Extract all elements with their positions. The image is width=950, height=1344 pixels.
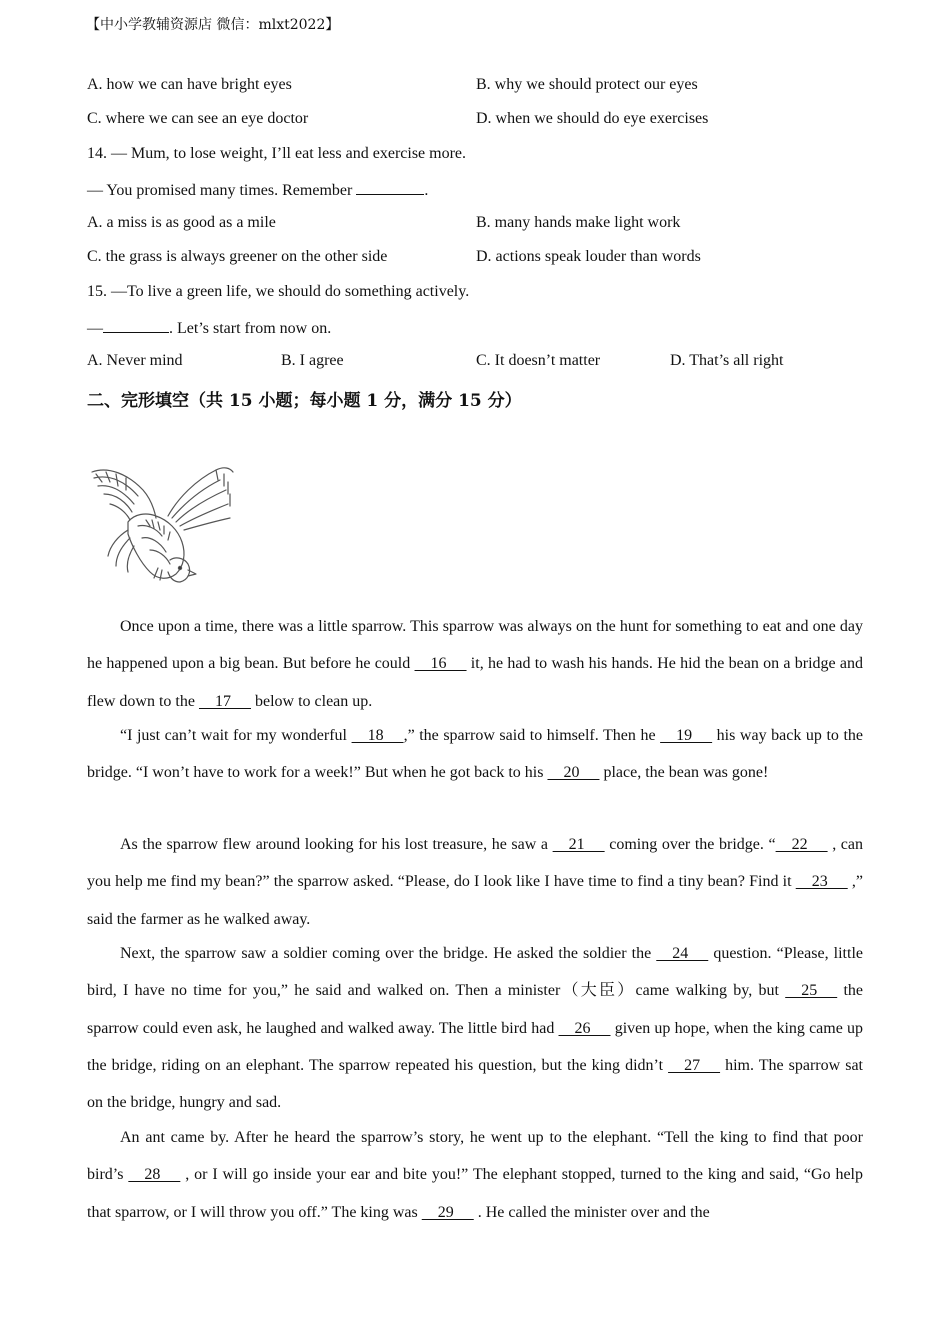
q14-option-c: C. the grass is always greener on the other side — [87, 248, 388, 265]
blank-21: 21 — [552, 836, 605, 853]
q14-prompt-end: . — [424, 182, 429, 199]
p5-text-c: . He called the minister over and the — [473, 1203, 710, 1221]
passage-paragraph-3 — [87, 826, 863, 938]
p1-text-c: below to clean up. — [250, 692, 373, 710]
q13-option-c: C. where we can see an eye doctor — [87, 110, 309, 127]
p2-text-d: place, the bean was gone! — [599, 764, 769, 782]
q14-answer-blank — [356, 180, 424, 195]
p2-text-c: his way back up to the bridge. “I won’t have to work for a week!” But when he got back to his — [87, 727, 864, 782]
p5-text-a: An ant came by. After he heard the sparrow’s story, he went up to the elephant. “Tell the king to find that poor bird’s — [87, 1129, 863, 1184]
blank-23: 23 — [795, 873, 848, 891]
q15-dash: — — [87, 320, 103, 337]
blank-27: 27 — [668, 1056, 721, 1074]
p4-text-a: Next, the sparrow saw a soldier coming over the bridge. He asked the soldier the — [120, 945, 657, 962]
passage-paragraph-1 — [87, 608, 863, 720]
q15-option-d: D. That’s all right — [670, 352, 784, 369]
p2-text-b: ,” the sparrow said to himself. Then he — [403, 727, 661, 744]
blank-20: 20 — [547, 764, 600, 782]
q13-option-a: A. how we can have bright eyes — [87, 76, 292, 93]
q14-option-d: D. actions speak louder than words — [476, 248, 701, 265]
q14-prompt-line2 — [87, 180, 428, 200]
blank-22: 22 — [775, 836, 828, 853]
q15-answer-blank — [103, 318, 169, 333]
p4-text-b: question. “Please, little bird, I have no time for you,” he said and walked on. Then a minister（大臣）came walking by, but — [87, 945, 863, 1000]
p4-text-e: him. The sparrow sat on the bridge, hungry and sad. — [87, 1056, 863, 1112]
blank-26: 26 — [558, 1019, 611, 1037]
p3-text-a: As the sparrow flew around looking for his lost treasure, he saw a — [120, 836, 553, 853]
blank-16: 16 — [414, 655, 467, 673]
blank-19: 19 — [660, 727, 713, 744]
q14-prompt-line1: 14. — Mum, to lose weight, I’ll eat less and exercise more. — [87, 145, 467, 162]
p5-text-b: , or I will go inside your ear and bite you!” The elephant stopped, turned to the king and said, “Go help that sparrow, or I will throw you off.” The king was — [87, 1166, 864, 1221]
q15-option-b: B. I agree — [281, 352, 344, 369]
p1-text-a: Once upon a time, there was a little sparrow. This sparrow was always on the hunt for something to eat and one day he happened upon a big bean. But before he could — [87, 618, 863, 673]
page-header: 【中小学教辅资源店 微信：mlxt2022】 — [86, 17, 340, 33]
p4-text-d: given up hope, when the king came up the bridge, riding on an elephant. The sparrow repeated his question, but the king didn’t — [87, 1019, 863, 1074]
q15-prompt-line1: 15. —To live a green life, we should do something actively. — [87, 283, 470, 300]
q15-prompt-line2 — [87, 318, 331, 338]
p2-text-a: “I just can’t wait for my wonderful — [120, 727, 352, 744]
blank-29: 29 — [421, 1203, 474, 1221]
p1-text-b: it, he had to wash his hands. He hid the bean on a bridge and flew down to the — [87, 655, 863, 710]
blank-25: 25 — [785, 982, 838, 1000]
p4-text-c: the sparrow could even ask, he laughed and walked away. The little bird had — [87, 982, 863, 1037]
q15-prompt-end: . Let’s start from now on. — [169, 320, 332, 337]
blank-17: 17 — [198, 692, 251, 710]
p3-text-d: ,” said the farmer as he walked away. — [87, 873, 863, 928]
q14-option-a: A. a miss is as good as a mile — [87, 214, 276, 231]
p3-text-b: coming over the bridge. “ — [604, 836, 776, 853]
q13-option-d: D. when we should do eye exercises — [476, 110, 709, 127]
passage-paragraph-5 — [87, 1119, 863, 1231]
blank-18: 18 — [351, 727, 404, 744]
sparrow-illustration — [88, 460, 238, 585]
q13-option-b: B. why we should protect our eyes — [476, 76, 698, 93]
q14-option-b: B. many hands make light work — [476, 214, 681, 231]
q15-option-c: C. It doesn’t matter — [476, 352, 601, 369]
q15-option-a: A. Never mind — [87, 352, 183, 369]
blank-24: 24 — [656, 945, 709, 962]
blank-28: 28 — [128, 1166, 181, 1184]
passage-paragraph-4 — [87, 935, 863, 1121]
p3-text-c: , can you help me find my bean?” the sparrow asked. “Please, do I look like I have time to find a tiny bean? Find it — [87, 836, 864, 891]
section-title: 二、完形填空（共 15 小题；每小题 1 分，满分 15 分） — [87, 391, 522, 411]
q14-prompt-text: — You promised many times. Remember — [87, 182, 353, 199]
passage-paragraph-2 — [87, 717, 863, 792]
